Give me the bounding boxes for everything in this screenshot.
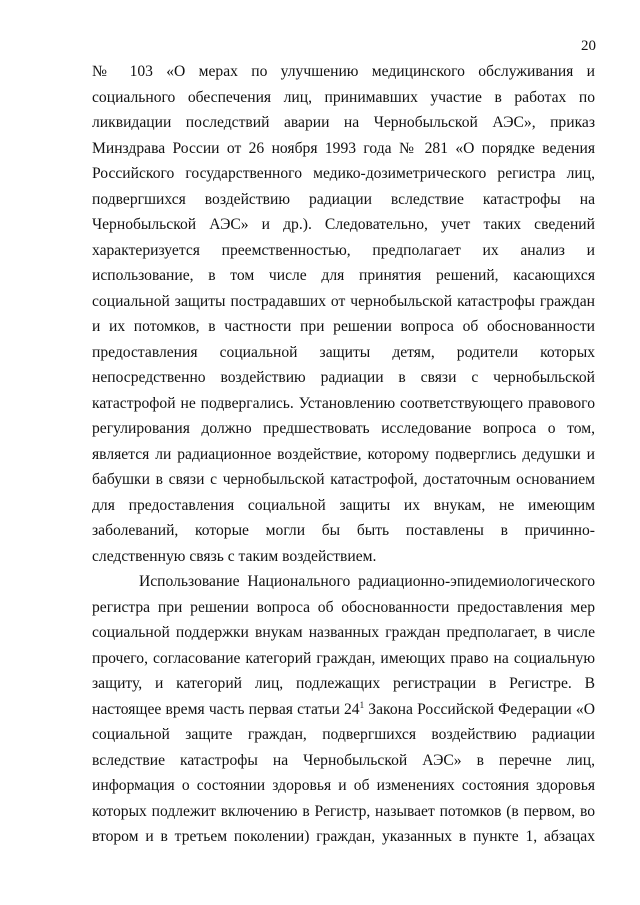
text-line: и их потомков, в частности при решении вопроса об обоснованности [92,318,595,335]
text-fragment: настоящее время часть первая статьи 24 [92,700,360,718]
text-line: подвергшихся воздействию радиации вследствие катастрофы на [92,190,595,208]
text-line: регистра при решении вопроса об обоснованности предоставления мер [92,598,595,616]
text-line: регулирования должно предшествовать исследование вопроса о том, [92,420,595,437]
text-line: ликвидации последствий аварии на Чернобыльской АЭС», приказ [92,114,595,131]
text-line: заболеваний, которые могли бы быть поставлены в причинно- [92,522,595,539]
text-line: Чернобыльской АЭС» и др.). Следовательно, учет таких сведений [92,216,595,233]
text-line: предоставления социальной защиты детям, родители которых [92,343,595,361]
text-line: для предоставления социальной защиты их внукам, не имеющим [92,496,595,514]
text-line: использование, в том числе для принятия решений, касающихся [92,267,595,284]
text-line: катастрофой не подвергались. Установлению соответствующего правового [92,394,595,412]
text-line: Российского государственного медико-дозиметрического регистра лиц, [92,165,595,182]
text-line: социальной защиты пострадавших от чернобыльской катастрофы граждан [92,292,595,310]
text-line: Минздрава России от 26 ноября 1993 года № 281 «О порядке ведения [92,139,595,157]
text-line: которых подлежит включению в Регистр, называет потомков (в первом, во [92,802,595,820]
text-line: непосредственно воздействию радиации в связи с чернобыльской [92,369,595,386]
paragraph-2 [92,569,595,850]
text-line: Использование Национального радиационно-эпидемиологического [139,573,595,590]
text-line: прочего, согласование категорий граждан, имеющих право на социальную [92,649,595,667]
text-fragment: Закона Российской Федерации «О [364,700,595,718]
text-line: бабушки в связи с чернобыльской катастрофой, достаточным основанием [92,471,595,488]
text-line: № 103 «О мерах по улучшению медицинского обслуживания и [92,63,595,80]
page-number: 20 [581,38,596,54]
superscript: 1 [359,699,365,710]
text-line: социального обеспечения лиц, принимавших участие в работах по [92,88,595,106]
text-line: втором и в третьем поколении) граждан, указанных в пункте 1, абзацах [92,828,595,845]
text-line: характеризуется преемственностью, предполагает их анализ и [92,241,595,259]
text-line: социальной защите граждан, подвергшихся воздействию радиации [92,726,595,743]
text-line: вследствие катастрофы на Чернобыльской АЭС» в перечне лиц, [92,751,595,769]
paragraph-1 [92,59,595,569]
text-line [92,697,595,723]
text-line: является ли радиационное воздействие, которому подверглись дедушки и [92,445,595,463]
text-line: следственную связь с таким воздействием. [92,547,377,565]
text-line: защиту, и категорий лиц, подлежащих регистрации в Регистре. В [92,675,595,692]
text-line: информация о состоянии здоровья и об изменениях состояния здоровья [92,777,595,794]
text-line: социальной поддержки внукам названных граждан предполагает, в числе [92,624,595,641]
body-text [92,59,595,850]
